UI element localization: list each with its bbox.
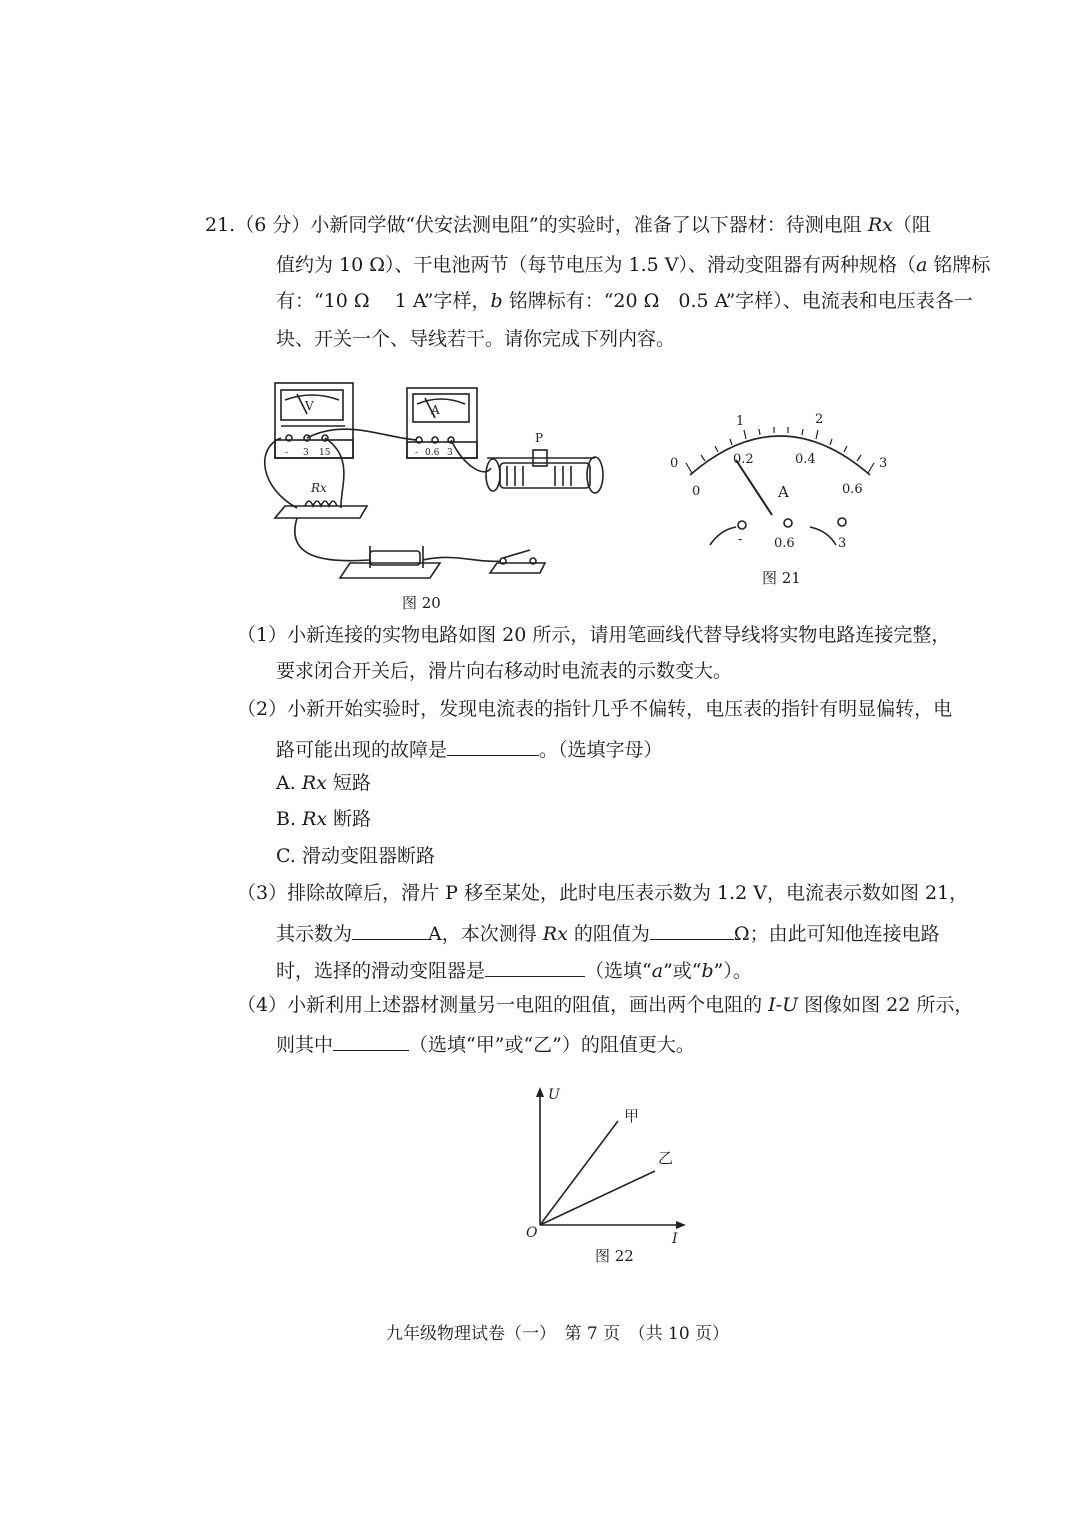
- figure-20-caption: 图 20: [402, 594, 441, 612]
- part-2-line-2: 路可能出现的故障是 。（选填字母）: [276, 739, 663, 761]
- svg-text:0: 0: [692, 484, 701, 499]
- part-1-line-2: 要求闭合开关后，滑片向右移动时电流表的示数变大。: [276, 660, 733, 682]
- svg-text:-: -: [738, 532, 743, 547]
- part-4-line-2: 则其中 （选填“甲”或“乙”）的阻值更大。: [276, 1034, 695, 1056]
- svg-text:0: 0: [670, 456, 679, 471]
- part-4-line-1: （4）小新利用上述器材测量另一电阻的阻值，画出两个电阻的 I-U 图像如图 22 所示，: [237, 994, 974, 1016]
- svg-text:3: 3: [303, 448, 309, 458]
- line-yi-label: 乙: [658, 1149, 674, 1167]
- page-footer: 九年级物理试卷（一） 第 7 页 （共 10 页）: [386, 1324, 730, 1344]
- option-c: C. 滑动变阻器断路: [276, 845, 435, 867]
- svg-text:1: 1: [736, 414, 745, 429]
- figure-20-circuit: [245, 378, 615, 593]
- option-a: A. Rx 短路: [276, 772, 371, 794]
- answer-blank-4[interactable]: [333, 1032, 409, 1051]
- svg-text:0.4: 0.4: [795, 452, 816, 467]
- line-yi: [540, 1171, 655, 1225]
- part-3-line-1: （3）排除故障后，滑片 P 移至某处，此时电压表示数为 1.2 V，电流表示数如图 21，: [237, 882, 969, 904]
- figure-22-iu-graph: [520, 1085, 700, 1245]
- part-2-line-1: （2）小新开始实验时，发现电流表的指针几乎不偏转，电压表的指针有明显偏转，电: [237, 698, 953, 720]
- svg-text:2: 2: [815, 412, 824, 427]
- option-b: B. Rx 断路: [276, 808, 372, 830]
- ammeter: [407, 388, 477, 458]
- ammeter-label: A: [431, 403, 440, 417]
- figure-22-caption: 图 22: [595, 1247, 634, 1265]
- i-axis-label: I: [672, 1231, 678, 1245]
- svg-text:0.6: 0.6: [774, 536, 795, 551]
- svg-text:-: -: [285, 448, 289, 458]
- rx-resistor-board: [275, 481, 367, 518]
- svg-text:15: 15: [319, 448, 331, 458]
- figure-21-caption: 图 21: [762, 569, 801, 587]
- origin-label: O: [526, 1225, 538, 1241]
- figure-21-ammeter-dial: [660, 405, 900, 555]
- rheostat: [486, 431, 603, 493]
- rx-label: Rx: [311, 481, 327, 495]
- line-jia-label: 甲: [624, 1107, 640, 1125]
- line-jia: [540, 1121, 618, 1225]
- svg-text:-: -: [415, 448, 419, 458]
- svg-text:3: 3: [838, 536, 847, 551]
- voltmeter: [275, 383, 353, 458]
- svg-text:0.6: 0.6: [842, 482, 863, 497]
- answer-blank-2[interactable]: [447, 737, 539, 756]
- question-line-1: 21.（6 分）小新同学做“伏安法测电阻”的实验时，准备了以下器材：待测电阻 Rx（阻: [205, 214, 931, 236]
- svg-text:0.6: 0.6: [425, 448, 440, 458]
- question-line-4: 块、开关一个、导线若干。请你完成下列内容。: [276, 328, 676, 350]
- question-line-3: 有：“10 Ω 1 A”字样，b 铭牌标有：“20 Ω 0.5 A”字样）、电流表和电压表各一: [276, 290, 973, 312]
- question-line-2: 值约为 10 Ω）、干电池两节（每节电压为 1.5 V）、滑动变阻器有两种规格（a 铭牌标: [276, 254, 991, 276]
- dial-needle: [736, 460, 772, 515]
- svg-text:0.2: 0.2: [733, 452, 754, 467]
- battery-holder: [340, 546, 440, 578]
- part-3-line-2: 其示数为 A，本次测得 Rx 的阻值为 Ω；由此可知他连接电路: [276, 923, 940, 945]
- svg-text:3: 3: [879, 456, 888, 471]
- answer-blank-3c[interactable]: [485, 958, 585, 977]
- answer-blank-3b[interactable]: [650, 921, 734, 940]
- part-1-line-1: （1）小新连接的实物电路如图 20 所示，请用笔画线代替导线将实物电路连接完整，: [237, 624, 951, 646]
- u-axis-label: U: [548, 1087, 560, 1103]
- slider-label: P: [535, 431, 544, 445]
- part-3-line-3: 时，选择的滑动变阻器是 （选填“a”或“b”）。: [276, 960, 752, 982]
- dial-unit: A: [778, 483, 789, 501]
- voltmeter-label: V: [305, 399, 314, 413]
- answer-blank-3a[interactable]: [352, 921, 428, 940]
- svg-text:3: 3: [447, 448, 453, 458]
